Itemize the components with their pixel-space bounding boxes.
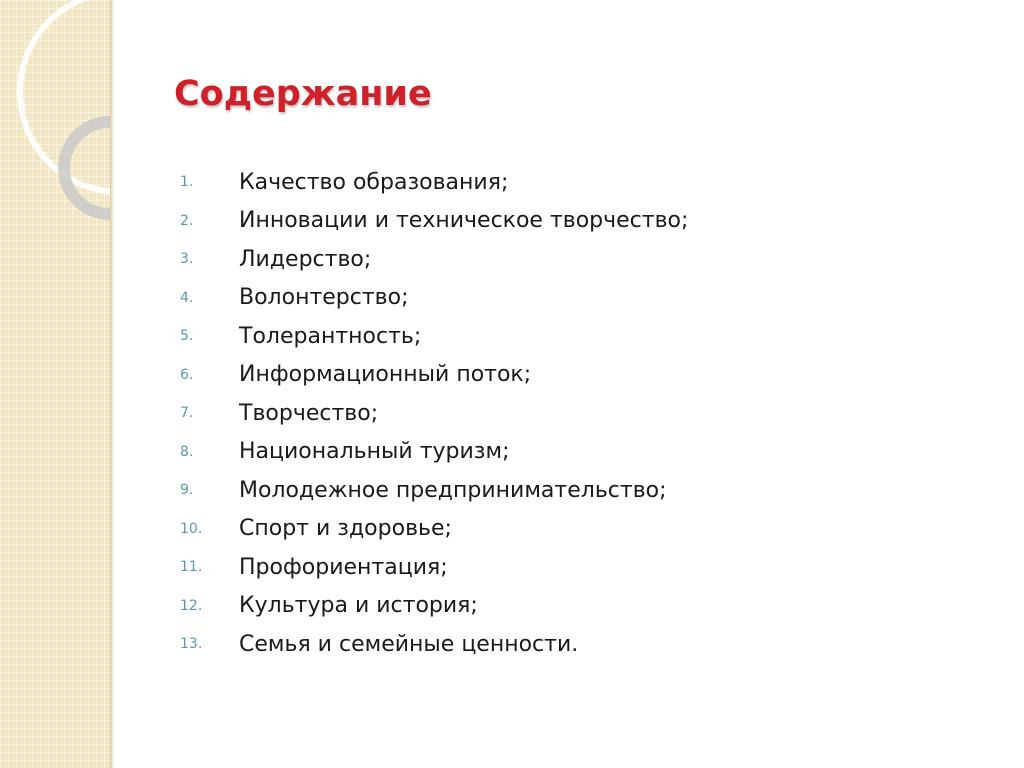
item-text: Национальный туризм; bbox=[239, 439, 510, 465]
list-item bbox=[180, 625, 688, 664]
side-panel-edge bbox=[110, 0, 114, 768]
item-number: 7. bbox=[180, 405, 194, 422]
item-number: 10. bbox=[180, 520, 203, 537]
item-text: Лидерство; bbox=[239, 246, 372, 272]
item-number: 9. bbox=[180, 482, 194, 499]
item-text: Толерантность; bbox=[239, 323, 422, 349]
list-item bbox=[180, 394, 688, 433]
list-item bbox=[180, 202, 688, 241]
list-item bbox=[180, 433, 688, 472]
list-item bbox=[180, 163, 688, 202]
item-number: 11. bbox=[180, 559, 203, 576]
list-item bbox=[180, 317, 688, 356]
list-item bbox=[180, 587, 688, 626]
table-of-contents bbox=[180, 163, 688, 664]
item-text: Качество образования; bbox=[239, 169, 509, 195]
item-number: 13. bbox=[180, 636, 203, 653]
decorative-rings bbox=[0, 0, 110, 300]
item-text: Спорт и здоровье; bbox=[239, 516, 452, 542]
item-number: 1. bbox=[180, 174, 194, 191]
list-item bbox=[180, 356, 688, 395]
item-text: Культура и история; bbox=[239, 593, 478, 619]
item-text: Творчество; bbox=[239, 400, 379, 426]
item-text: Волонтерство; bbox=[239, 285, 409, 311]
item-number: 8. bbox=[180, 443, 194, 460]
item-text: Профориентация; bbox=[239, 554, 448, 580]
small-ring bbox=[64, 122, 110, 214]
item-text: Инновации и техническое творчество; bbox=[239, 208, 689, 234]
list-item bbox=[180, 510, 688, 549]
item-number: 12. bbox=[180, 597, 203, 614]
list-item bbox=[180, 240, 688, 279]
item-number: 5. bbox=[180, 328, 194, 345]
item-text: Семья и семейные ценности. bbox=[239, 631, 579, 657]
list-item bbox=[180, 279, 688, 318]
item-number: 3. bbox=[180, 251, 194, 268]
list-item bbox=[180, 471, 688, 510]
slide-title: Содержание bbox=[174, 74, 432, 114]
decorative-side-panel bbox=[0, 0, 110, 768]
item-number: 6. bbox=[180, 366, 194, 383]
item-text: Молодежное предпринимательство; bbox=[239, 477, 667, 503]
item-number: 2. bbox=[180, 212, 194, 229]
list-item bbox=[180, 548, 688, 587]
item-number: 4. bbox=[180, 289, 194, 306]
item-text: Информационный поток; bbox=[239, 362, 532, 388]
